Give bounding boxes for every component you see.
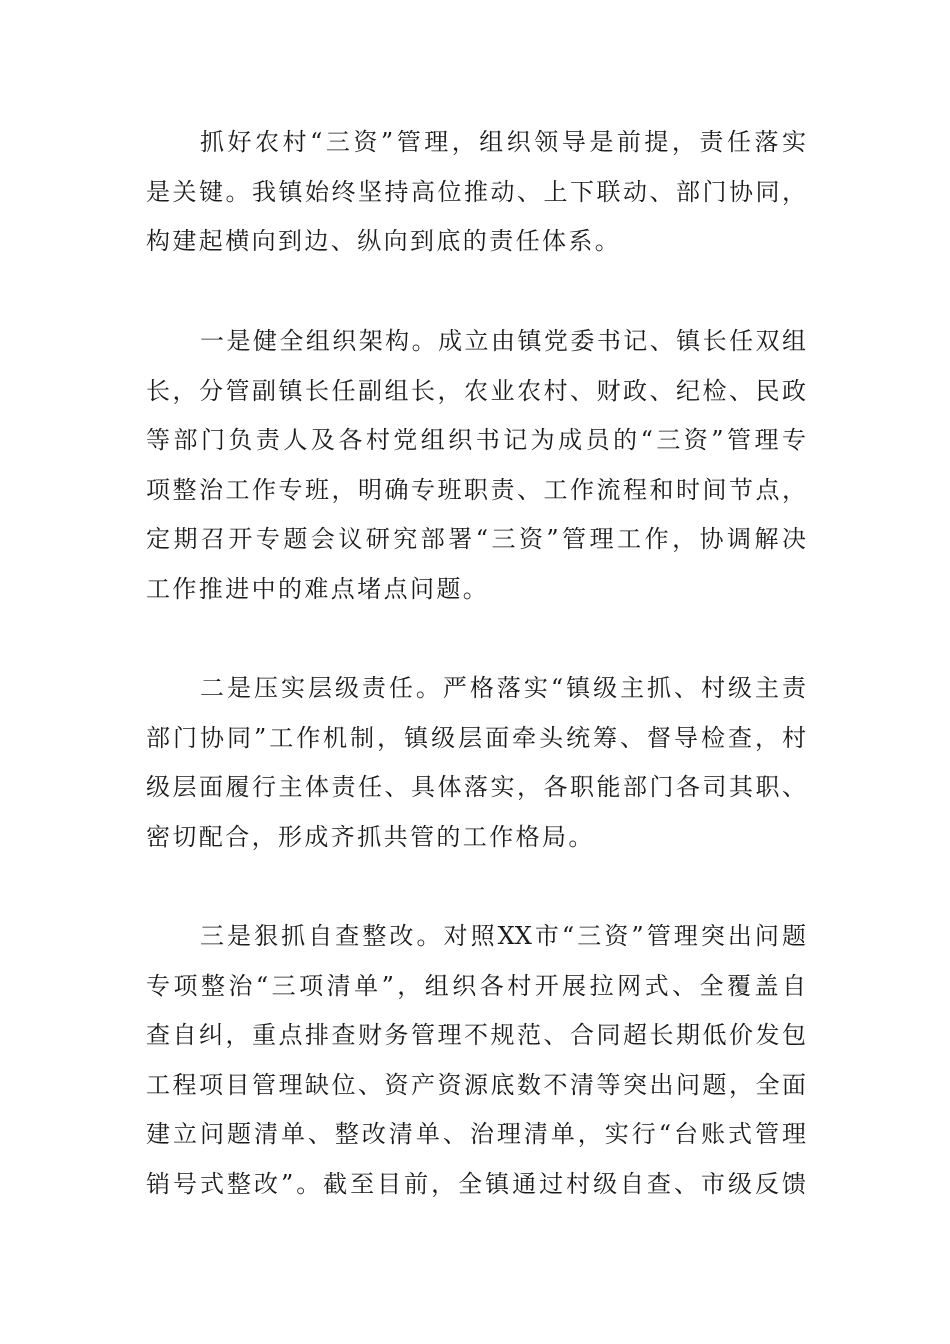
text-line: 专项整治“三项清单”，组织各村开展拉网式、全覆盖自	[146, 971, 806, 1000]
text-line: 一是健全组织架构。成立由镇党委书记、镇长任双组	[200, 327, 806, 355]
text-line: 销号式整改”。截至目前，全镇通过村级自查、市级反馈	[146, 1169, 806, 1198]
paragraph-responsibility	[146, 664, 806, 862]
text-line: 是关键。我镇始终坚持高位推动、上下联动、部门协同，	[146, 177, 806, 206]
text-line: 密切配合，形成齐抓共管的工作格局。	[146, 822, 595, 851]
text-line: 三是狠抓自查整改。对照XX市“三资”管理突出问题	[200, 922, 806, 950]
paragraph-self-inspection	[146, 912, 806, 1209]
text-line: 部门协同”工作机制，镇级层面牵头统筹、督导检查，村	[146, 723, 806, 752]
text-line: 工程项目管理缺位、资产资源底数不清等突出问题，全面	[146, 1070, 806, 1099]
text-line: 构建起横向到边、纵向到底的责任体系。	[146, 227, 622, 255]
text-line: 项整治工作专班，明确专班职责、工作流程和时间节点，	[146, 475, 806, 504]
text-line: 级层面履行主体责任、具体落实，各职能部门各司其职、	[146, 773, 806, 801]
text-line: 查自纠，重点排查财务管理不规范、合同超长期低价发包	[146, 1021, 806, 1049]
text-line: 抓好农村“三资”管理，组织领导是前提，责任落实	[200, 128, 806, 156]
text-line: 等部门负责人及各村党组织书记为成员的“三资”管理专	[146, 426, 806, 454]
text-line: 工作推进中的难点堵点问题。	[146, 574, 490, 603]
paragraph-intro	[146, 118, 806, 267]
text-line: 建立问题清单、整改清单、治理清单，实行“台账式管理	[146, 1120, 806, 1148]
paragraph-organization	[146, 317, 806, 614]
text-line: 长，分管副镇长任副组长，农业农村、财政、纪检、民政	[146, 376, 806, 405]
text-line: 定期召开专题会议研究部署“三资”管理工作，协调解决	[146, 525, 806, 553]
text-line: 二是压实层级责任。严格落实“镇级主抓、村级主责	[200, 674, 806, 702]
